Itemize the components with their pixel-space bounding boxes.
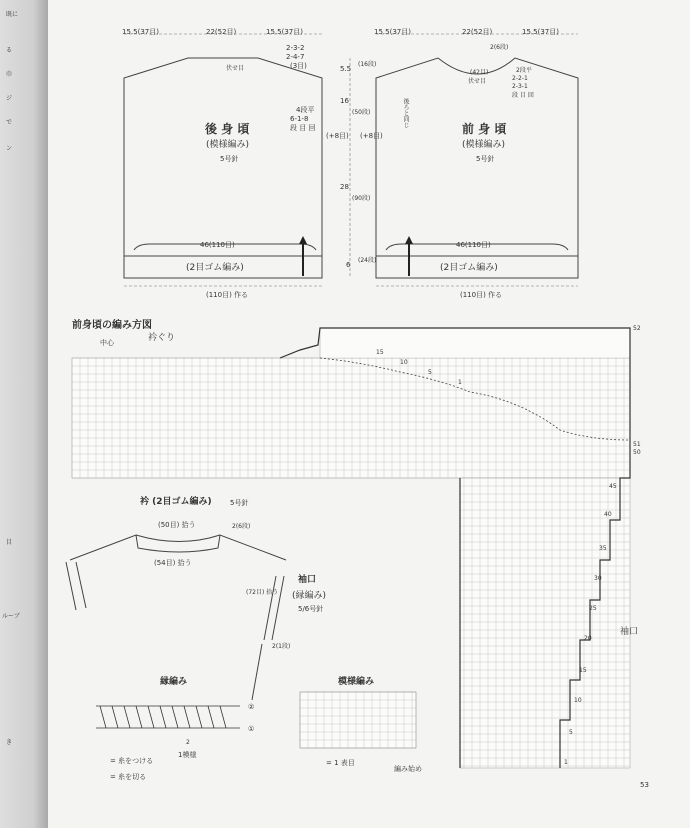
- height-1: 5.5: [340, 65, 352, 73]
- collar-needle: 5号針: [230, 499, 249, 507]
- height-2-rows: (50段): [352, 109, 371, 116]
- sidebar-fragment: ン: [6, 145, 13, 152]
- edging-chart: [96, 706, 240, 728]
- sidebar-fragment: ジ: [6, 95, 13, 102]
- pattern-legend: = 1 表目: [326, 759, 355, 767]
- collar-pick-1: (50目) 拾う: [158, 521, 196, 529]
- chart-title: 前身頃の編み方図: [72, 320, 152, 331]
- chart-row-number: 20: [584, 635, 592, 642]
- height-2: 16: [340, 97, 349, 105]
- back-top-center: 22(52目): [206, 28, 237, 36]
- back-bindoff: 伏せ目: [226, 65, 245, 72]
- side-dec-2: 6-1-8: [290, 115, 309, 123]
- pattern-title: 模様編み: [338, 677, 375, 687]
- side-dec-3: 段 目 回: [290, 124, 316, 132]
- edging-title: 縁編み: [160, 677, 188, 687]
- front-title: 前 身 頃: [462, 122, 507, 136]
- chart-row-number: 25: [589, 605, 597, 612]
- collar-diagram: [66, 535, 286, 610]
- collar-title: 衿 (2目ゴム編み): [140, 497, 212, 507]
- sidebar-fragment: ルーブ: [2, 613, 20, 620]
- front-neck-dec-2: 2-2-1: [512, 75, 528, 82]
- front-top-center: 22(52目): [462, 28, 493, 36]
- front-width: 46(110目): [456, 241, 491, 249]
- front-neck-bindoff-2: 伏せ目: [468, 78, 487, 85]
- height-4-rows: (24段): [358, 257, 377, 264]
- front-cast-on: (110目) 作る: [460, 291, 503, 299]
- chart-row-number: 1: [564, 759, 568, 766]
- shoulder-1: 2-3-2: [286, 44, 305, 52]
- back-plus: (+8目): [326, 132, 349, 140]
- chart-row-number: 51: [633, 441, 641, 448]
- front-neck-bindoff: (42目): [470, 69, 489, 76]
- front-pattern: (模様編み): [462, 140, 506, 150]
- cuff-title: 袖口: [298, 575, 317, 585]
- back-pattern: (模様編み): [206, 140, 250, 150]
- chart-row-number: 15: [579, 667, 587, 674]
- shoulder-3: (3目): [290, 62, 307, 70]
- edging-row-2: ②: [248, 703, 255, 711]
- cuff-rows: 2(1段): [272, 643, 291, 650]
- chart-row-number: 50: [633, 449, 641, 456]
- edging-repeat-num: 2: [186, 739, 190, 746]
- chart-col-number: 10: [400, 359, 408, 366]
- chart-sleeve-label: 袖口: [620, 627, 639, 637]
- collar-pick-2: (54目) 拾う: [154, 559, 192, 567]
- pattern-start: 編み始め: [394, 765, 422, 773]
- sidebar-fragment: き: [6, 739, 13, 746]
- shoulder-2: 2-4-7: [286, 53, 305, 61]
- cuff-pattern: (縁編み): [292, 591, 327, 601]
- height-3-rows: (90段): [352, 195, 371, 202]
- front-ribbing: (2目ゴム編み): [440, 263, 498, 273]
- page-number: 53: [640, 781, 649, 789]
- chart-row-number: 35: [599, 545, 607, 552]
- cuff-pick: (72目) 拾う: [246, 589, 279, 596]
- front-neck-dec-1: 2段平: [516, 67, 532, 74]
- sidebar-fragment: 巾: [6, 71, 13, 78]
- back-needle: 5号針: [220, 155, 239, 163]
- chart-row-number: 52: [633, 325, 641, 332]
- front-plus: (+8目): [360, 132, 383, 140]
- side-dec-1: 4段平: [296, 106, 315, 114]
- chart-col-number: 1: [458, 379, 462, 386]
- chart-neckline-label: 衿ぐり: [148, 333, 176, 343]
- chart-col-number: 5: [428, 369, 432, 376]
- pattern-stitch-chart: [300, 692, 416, 748]
- edging-repeat: 1模様: [178, 751, 197, 759]
- chart-row-number: 40: [604, 511, 612, 518]
- front-neck-dec-4: 段 目 回: [512, 92, 534, 99]
- cuff-needle: 5/6号針: [298, 605, 324, 613]
- collar-rows: 2(6段): [232, 523, 251, 530]
- back-cast-on: (110目) 作る: [206, 291, 249, 299]
- edging-row-1: ①: [248, 725, 255, 733]
- front-neck-rows: 2(6段): [490, 44, 509, 51]
- sidebar-fragment: 目: [6, 539, 13, 546]
- back-top-right: 15.5(37目): [266, 28, 303, 36]
- chart-row-number: 10: [574, 697, 582, 704]
- direction-arrows: [303, 242, 409, 276]
- chart-row-number: 45: [609, 483, 617, 490]
- chart-center-label: 中心: [100, 339, 114, 347]
- front-top-right: 15.5(37目): [522, 28, 559, 36]
- front-neck-dec-3: 2-3-1: [512, 83, 528, 90]
- legend-cut: = 糸を切る: [110, 773, 147, 781]
- chart-row-number: 30: [594, 575, 602, 582]
- sidebar-fragment: 既に: [6, 11, 19, 18]
- front-top-left: 15.5(37目): [374, 28, 411, 36]
- front-needle: 5号針: [476, 155, 495, 163]
- sidebar-fragment: で: [6, 119, 13, 126]
- chart-row-number: 5: [569, 729, 573, 736]
- back-ribbing: (2目ゴム編み): [186, 263, 244, 273]
- legend-attach: = 糸をつける: [110, 757, 154, 765]
- back-top-left: 15.5(37目): [122, 28, 159, 36]
- height-4: 6: [346, 261, 351, 269]
- height-1-rows: (16段): [358, 61, 377, 68]
- sidebar-fragment: る: [6, 47, 13, 54]
- back-title: 後 身 頃: [205, 122, 250, 136]
- back-width: 46(110目): [200, 241, 235, 249]
- chart-col-number: 15: [376, 349, 384, 356]
- front-same-as-back: 後ろと同じ: [402, 98, 409, 128]
- height-3: 28: [340, 183, 349, 191]
